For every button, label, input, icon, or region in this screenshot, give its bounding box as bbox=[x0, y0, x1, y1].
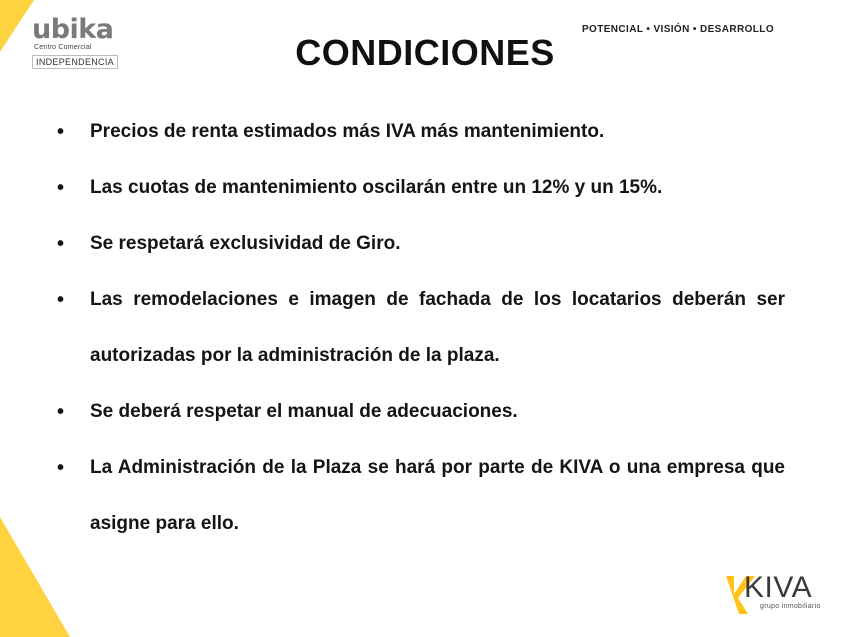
ubika-subtitle: Centro Comercial bbox=[34, 44, 92, 51]
list-item bbox=[55, 160, 785, 216]
kiva-subtitle: grupo inmobiliario bbox=[760, 603, 821, 610]
list-item bbox=[55, 216, 785, 272]
list-item-text: Se deberá respetar el manual de adecuaciones. bbox=[90, 401, 518, 422]
conditions-list bbox=[55, 104, 785, 552]
list-item-text: Las cuotas de mantenimiento oscilarán entre un 12% y un 15%. bbox=[90, 177, 663, 198]
bullet-icon: • bbox=[57, 121, 65, 143]
bullet-icon: • bbox=[57, 457, 65, 479]
list-item bbox=[55, 440, 785, 552]
list-item-text: Precios de renta estimados más IVA más mantenimiento. bbox=[90, 121, 605, 142]
list-item bbox=[55, 272, 785, 384]
list-item-text: Las remodelaciones e imagen de fachada de los locatarios deberán ser autorizadas por la administración de la plaza. bbox=[90, 289, 785, 366]
list-item-text: La Administración de la Plaza se hará por parte de KIVA o una empresa que asigne para ello. bbox=[90, 457, 785, 534]
list-item bbox=[55, 104, 785, 160]
slide-title: CONDICIONES bbox=[295, 32, 555, 73]
tagline: POTENCIAL • VISIÓN • DESARROLLO bbox=[581, 24, 774, 35]
ubika-wordmark: ubika bbox=[32, 14, 114, 45]
ubika-location: INDEPENDENCIA bbox=[32, 55, 118, 69]
bullet-icon: • bbox=[57, 289, 65, 311]
kiva-logo bbox=[724, 572, 824, 616]
bullet-icon: • bbox=[57, 401, 65, 423]
list-item-text: Se respetará exclusividad de Giro. bbox=[90, 233, 401, 254]
kiva-wordmark: KIVA bbox=[744, 571, 813, 604]
bullet-icon: • bbox=[57, 177, 65, 199]
bullet-icon: • bbox=[57, 233, 65, 255]
list-item bbox=[55, 384, 785, 440]
